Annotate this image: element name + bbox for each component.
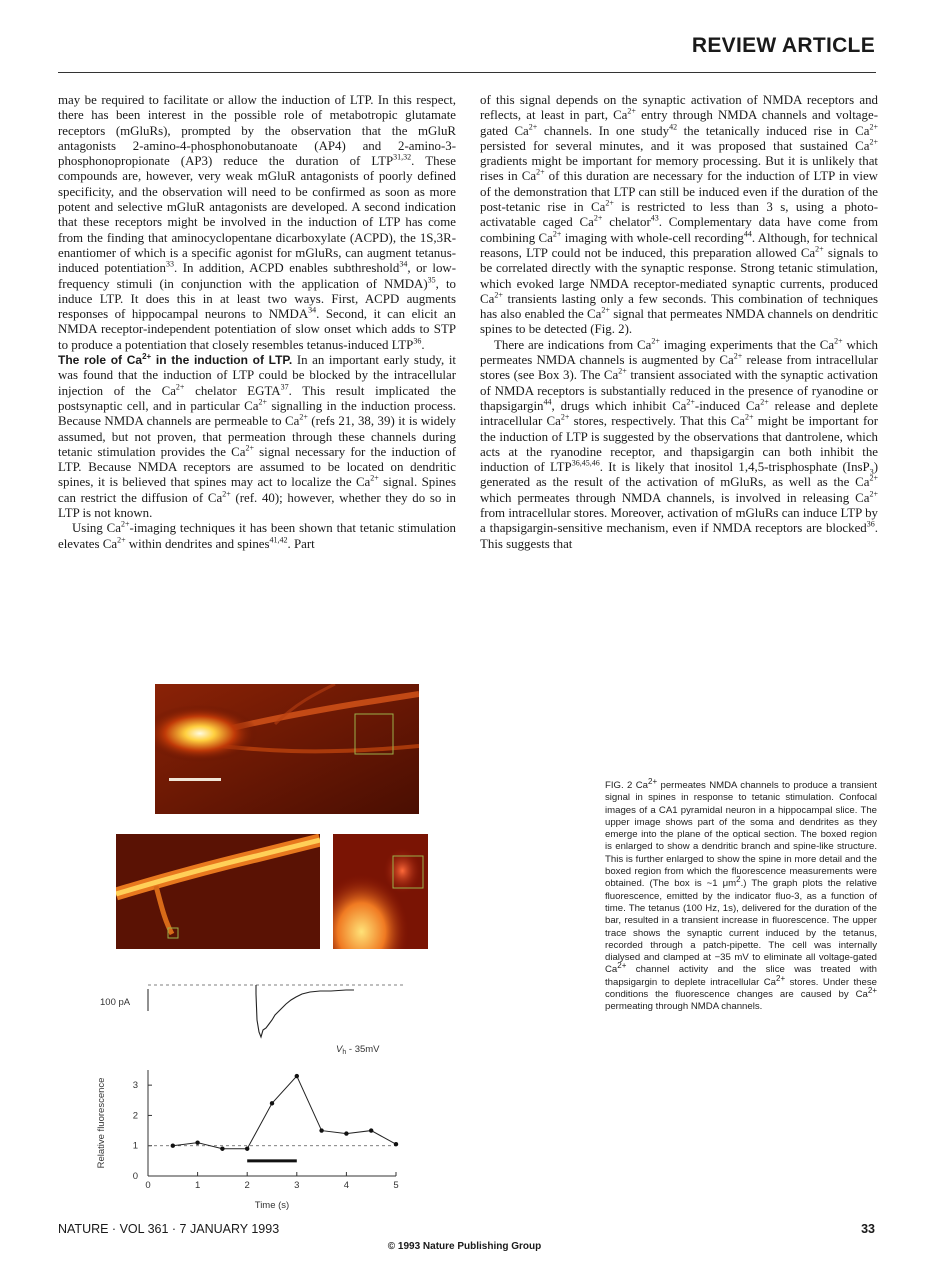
y-axis-label: Relative fluorescence	[96, 1077, 107, 1169]
data-point	[394, 1142, 398, 1146]
y-tick-label: 0	[132, 1171, 138, 1182]
data-point	[245, 1147, 249, 1151]
x-tick-label: 3	[294, 1180, 300, 1191]
fluorescence-chart	[92, 1062, 410, 1222]
scale-label: 100 pA	[100, 997, 131, 1008]
data-point	[369, 1128, 373, 1132]
y-tick-label: 1	[132, 1140, 138, 1152]
x-axis-label: Time (s)	[254, 1200, 290, 1211]
data-point	[171, 1144, 175, 1148]
confocal-image-spine	[333, 834, 428, 949]
x-tick-label: 5	[393, 1180, 399, 1191]
page-number: 33	[861, 1222, 875, 1236]
chart-ticks	[133, 1080, 399, 1191]
current-trace-line	[256, 985, 354, 1037]
data-point	[319, 1128, 323, 1132]
data-point	[220, 1147, 224, 1151]
tetanus-bar	[247, 1159, 297, 1162]
data-point	[344, 1131, 348, 1135]
header-rule	[58, 72, 876, 73]
series-line	[173, 1076, 396, 1149]
figure-caption: FIG. 2 $Ca^{2+}$ permeates NMDA channels to produce a transient signal in spines in response to tetanic stimulation. Confocal images of a CA1 pyramidal neuron in a hippocampal slice. The upper image shows part of the soma and dendrites as they emerge into the plane of the optical section. The boxed region is enlarged to show a dendritic branch and spine-like structure. This is further enlarged to show the spine in more detail and the boxed region from which the fluorescence measurements were obtained. (The box is ~1 $\mu m^2$.) The graph plots the relative fluorescence, emitted by the indicator fluo-3, as a function of time. The tetanus (100 Hz, 1s), delivered for the duration of the bar, resulted in a transient increase in fluorescence. The upper trace shows the synaptic current induced by the tetanus, recorded through a patch-pipette. The cell was internally dialysed and clamped at −35 mV to eliminate all voltage-gated $Ca^{2+}$ channel activity and the slice was treated with thapsigargin to deplete intracellular $Ca^{2+}$ stores. Under these conditions the fluorescence changes are caused by $Ca^{2+}$ permeating through NMDA channels.	[605, 776, 877, 1013]
paragraph: may be required to facilitate or allow the induction of LTP. In this respect, there has been interest in the possible role of metabotropic glutamate receptors (mGluRs), prompted by the observation that the mGluR antagonists 2-amino-4-phosphonobutanoate (AP4) and 2-amino-3-phosphonopropionate (AP3) reduce the duration of LTP$^{31,32}$. These compounds are, however, very weak mGluR antagonists of poorly defined specificity, and the observation will need to be confirmed as soon as more potent and selective mGluR antagonists are developed. A second indication that these receptors might be involved in the induction of LTP has come from the finding that aminocyclopentane dicarboxylate (ACPD), the 1S,3R-enantiomer of which is a specific agonist for mGluRs, can augment tetanus-induced potentiation$^{33}$. In addition, ACPD enables subthreshold$^{34}$, or low-frequency stimuli (in conjunction with the application of NMDA)$^{35}$, to induce LTP. It does this in at least two ways. First, ACPD augments responses of hippocampal neurons to NMDA$^{34}$. Second, it can elicit an NMDA receptor-independent potentiation of slow onset which adds to STP to produce a potentiation that closely resembles tetanus-induced LTP$^{36}$.	[58, 93, 456, 352]
y-tick-label: 3	[132, 1080, 138, 1092]
copyright-notice: © 1993 Nature Publishing Group	[387, 1241, 542, 1252]
paragraph: Using $Ca^{2+}$-imaging techniques it has been shown that tetanic stimulation elevates $Ca^{2+}$ within dendrites and spines$^{41,42}$. Part	[58, 520, 456, 551]
journal-footer: NATURE · VOL 361 · 7 JANUARY 1993	[58, 1222, 280, 1236]
data-point	[270, 1101, 274, 1105]
current-trace	[96, 982, 406, 1062]
y-tick-label: 2	[132, 1110, 138, 1122]
x-tick-label: 0	[145, 1180, 151, 1191]
confocal-image-dendrite	[116, 834, 320, 949]
paragraph: of this signal depends on the synaptic activation of NMDA receptors and reflects, at least in part, $Ca^{2+}$ entry through NMDA channels and voltage-gated $Ca^{2+}$ channels. In one study$^{42}$ the tetanically induced rise in $Ca^{2+}$ persisted for several minutes, and it was proposed that sustained $Ca^{2+}$ gradients might be important for memory processing. But it is unlikely that rises in $Ca^{2+}$ of this duration are necessary for the induction of LTP in view of the demonstration that LTP can still be induced even if the duration of the post-tetanic rise in $Ca^{2+}$ is restricted to less than 3 s, using a photo-activatable caged $Ca^{2+}$ chelator$^{43}$. Complementary data have come from combining $Ca^{2+}$ imaging with whole-cell recording$^{44}$. Although, for technical reasons, LTP could not be induced, this preparation allowed $Ca^{2+}$ signals to be correlated directly with the synaptic response. Strong tetanic stimulation, which evoked large NMDA receptor-mediated synaptic currents, produced $Ca^{2+}$ transients lasting only a few seconds. This combination of techniques has also enabled the $Ca^{2+}$ signal that permeates NMDA channels on dendritic spines to be detected (Fig. 2).	[480, 93, 879, 337]
column-left	[58, 93, 456, 552]
paragraph: There are indications from $Ca^{2+}$ imaging experiments that the $Ca^{2+}$ which permeates NMDA channels is augmented by $Ca^{2+}$ release from intracellular stores (see Box 3). The $Ca^{2+}$ transient associated with the synaptic activation of NMDA receptors is substantially reduced in the presence of ryanodine or thapsigargin$^{44}$, drugs which inhibit $Ca^{2+}$-induced $Ca^{2+}$ release and deplete intracellular $Ca^{2+}$ stores, respectively. That this $Ca^{2+}$ might be important for the induction of LTP is suggested by the observations that dantrolene, which acts at the ryanodine receptor, and thapsigargin can both inhibit the induction of LTP$^{36,45,46}$. It is likely that inositol 1,4,5-trisphosphate (InsP$_3$) generated as the result of the activation of mGluRs, as well as the $Ca^{2+}$ which permeates through NMDA channels, is involved in releasing $Ca^{2+}$ from intracellular stores. Moreover, activation of mGluRs can induce LTP by a thapsigargin-sensitive mechanism, even if NMDA receptors are blocked$^{36}$. This suggests that	[480, 336, 879, 551]
paragraph: The role of $Ca^{2+}$ in the induction of LTP. In an important early study, it was found that the induction of LTP could be blocked by the intracellular injection of the $Ca^{2+}$ chelator EGTA$^{37}$. This result implicated the postsynaptic cell, and in particular $Ca^{2+}$ signalling in the induction process. Because NMDA channels are permeable to $Ca^{2+}$ (refs 21, 38, 39) it is widely assumed, but not proven, that permeation through these channels during tetanic stimulation provides the $Ca^{2+}$ signal necessary for the induction of LTP. Because NMDA receptors are assumed to be located on dendritic spines, it is believed that spines may act to localize the $Ca^{2+}$ signal. Spines can restrict the diffusion of $Ca^{2+}$ (ref. 40); however, whether they do so in LTP is not known.	[58, 352, 456, 521]
x-tick-label: 4	[343, 1180, 350, 1191]
x-tick-label: 1	[194, 1180, 201, 1191]
section-title: REVIEW ARTICLE	[691, 34, 875, 57]
column-right	[480, 93, 878, 552]
x-tick-label: 2	[244, 1180, 250, 1191]
holding-potential-label: $V_h - 35mV$	[336, 1044, 380, 1056]
section-heading: The role of $Ca^{2+}$ in the induction of LTP.	[58, 352, 293, 368]
chart-marks	[148, 1074, 398, 1163]
data-point	[195, 1140, 199, 1144]
confocal-image-soma	[155, 684, 419, 814]
data-point	[295, 1074, 299, 1078]
